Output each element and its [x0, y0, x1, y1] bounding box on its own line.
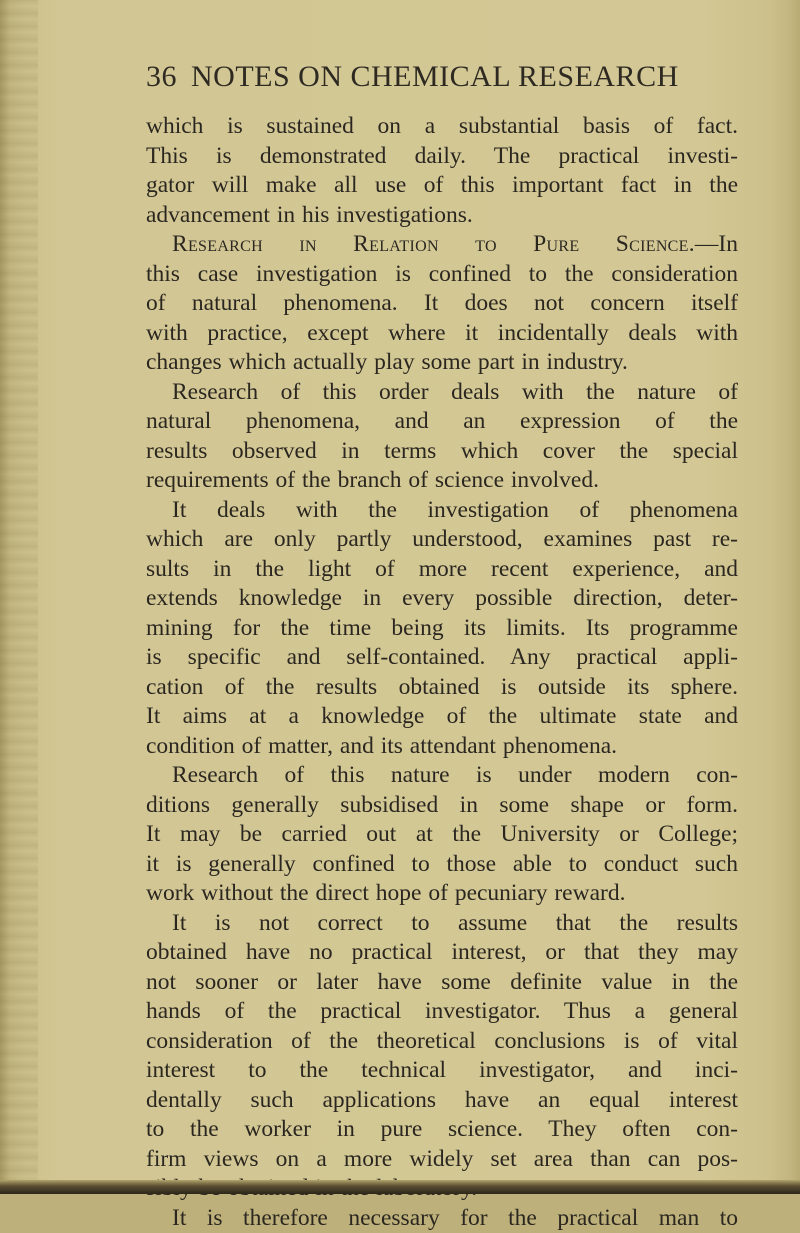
text-line: interest to the technical investigator, and inci-	[146, 1056, 738, 1086]
text-line: is specific and self-contained. Any practical appli-	[146, 643, 738, 673]
text-line: this case investigation is confined to the consideration	[146, 260, 738, 290]
text-line: It deals with the investigation of phenomena	[146, 496, 738, 526]
text-line: advancement in his investigations.	[146, 201, 738, 231]
text-line: It is not correct to assume that the results	[146, 909, 738, 939]
text-line-fragment: —In	[695, 231, 738, 257]
text-line: firm views on a more widely set area than can pos-	[146, 1145, 738, 1175]
text-line: of natural phenomena. It does not concern itself	[146, 289, 738, 319]
section-heading: Research in Relation to Pure Science.	[172, 231, 695, 257]
text-line: cation of the results obtained is outside its sphere.	[146, 673, 738, 703]
text-line: work without the direct hope of pecuniary reward.	[146, 879, 738, 909]
text-line: It may be carried out at the University or College;	[146, 820, 738, 850]
text-line: natural phenomena, and an expression of the	[146, 407, 738, 437]
text-line: results observed in terms which cover the special	[146, 437, 738, 467]
text-line: condition of matter, and its attendant phenomena.	[146, 732, 738, 762]
text-line: obtained have no practical interest, or that they may	[146, 938, 738, 968]
text-line: to the worker in pure science. They often con-	[146, 1115, 738, 1145]
body-text	[146, 112, 738, 1233]
running-title: NOTES ON CHEMICAL RESEARCH	[191, 60, 679, 93]
text-line: with practice, except where it incidentally deals with	[146, 319, 738, 349]
text-line: gator will make all use of this important fact in the	[146, 171, 738, 201]
running-head	[146, 60, 706, 100]
text-line: hands of the practical investigator. Thus a general	[146, 997, 738, 1027]
page-bottom-edge	[0, 1180, 800, 1194]
text-line: This is demonstrated daily. The practical investi-	[146, 142, 738, 172]
text-line: Research of this order deals with the nature of	[146, 378, 738, 408]
text-line: changes which actually play some part in industry.	[146, 348, 738, 378]
text-line: which are only partly understood, examines past re-	[146, 525, 738, 555]
text-line: it is generally confined to those able to conduct such	[146, 850, 738, 880]
text-line: consideration of the theoretical conclusions is of vital	[146, 1027, 738, 1057]
page-number: 36	[146, 60, 177, 93]
text-line: which is sustained on a substantial basis of fact.	[146, 112, 738, 142]
text-line: It aims at a knowledge of the ultimate state and	[146, 702, 738, 732]
text-line: dentally such applications have an equal interest	[146, 1086, 738, 1116]
text-line: sults in the light of more recent experience, and	[146, 555, 738, 585]
text-line: extends knowledge in every possible direction, deter-	[146, 584, 738, 614]
page-binding-edge	[0, 0, 38, 1194]
text-line: not sooner or later have some definite value in the	[146, 968, 738, 998]
text-line: It is therefore necessary for the practical man to	[146, 1204, 738, 1233]
text-line: Research of this nature is under modern con-	[146, 761, 738, 791]
text-line: ditions generally subsidised in some shape or form.	[146, 791, 738, 821]
text-line: mining for the time being its limits. Its programme	[146, 614, 738, 644]
text-line: requirements of the branch of science involved.	[146, 466, 738, 496]
section-heading-line	[146, 230, 738, 260]
